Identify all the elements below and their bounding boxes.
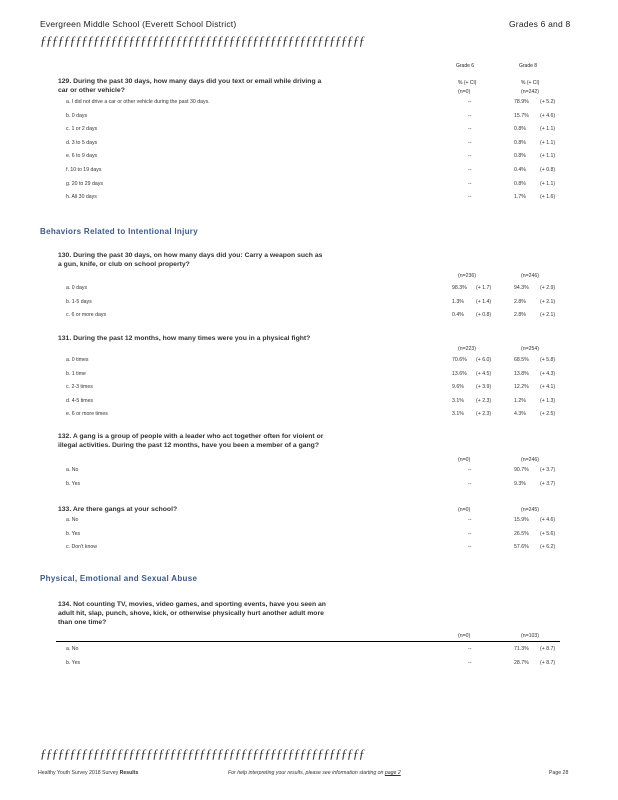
grade8-ci: (+ 5.8) bbox=[540, 357, 556, 363]
answer-option-label: a. No bbox=[66, 517, 79, 523]
grade6-percent: 3.1% bbox=[452, 411, 464, 418]
answer-option-label: b. 1 time bbox=[66, 370, 86, 377]
answer-option-label: c. 2-3 times bbox=[66, 384, 93, 391]
answer-option-label: a. No bbox=[66, 646, 79, 652]
grade6-sample-size: (n=223) bbox=[458, 346, 477, 352]
grade6-ci: (+ 2.3) bbox=[476, 411, 492, 418]
footer-results: Results bbox=[119, 770, 139, 776]
grade6-percent: 0.4% bbox=[452, 312, 464, 319]
grade8-percent: 68.5% bbox=[514, 357, 529, 363]
grade6-percent: 9.6% bbox=[452, 384, 464, 391]
question-text: 134. Not counting TV, movies, video games, and sporting events, have you seen an adult hit, slap, punch, shove, kick, or otherwise physically hurt another adult more than one time? bbox=[58, 601, 326, 626]
answer-option-label: b. 1-5 days bbox=[66, 298, 92, 305]
answer-option-label: a. 0 days bbox=[66, 285, 88, 291]
grade6-percent: -- bbox=[468, 112, 472, 119]
grade8-percent: 12.2% bbox=[514, 384, 529, 391]
grade8-ci: (+ 1.1) bbox=[540, 180, 556, 187]
grade6-percent: -- bbox=[468, 194, 472, 201]
answer-option-label: e. 6 to 9 days bbox=[66, 153, 98, 160]
footer-survey bbox=[38, 770, 138, 776]
grade6-header: Grade 6 bbox=[456, 63, 475, 69]
grade8-ci: (+ 3.7) bbox=[540, 467, 556, 473]
grade6-ci: (+ 6.0) bbox=[476, 357, 492, 363]
question-text: 129. During the past 30 days, how many days did you text or email while driving a car or other vehicle? bbox=[58, 78, 322, 94]
grade8-ci: (+ 1.1) bbox=[540, 126, 556, 133]
grade8-ci: (+ 4.6) bbox=[540, 517, 556, 523]
school-title: Evergreen Middle School (Everett School District) bbox=[40, 19, 237, 29]
grade6-percent: 98.3% bbox=[452, 285, 467, 291]
grade8-percent: 15.9% bbox=[514, 517, 529, 523]
grade8-ci: (+ 4.6) bbox=[540, 112, 556, 119]
grade6-sample-size: (n=0) bbox=[458, 457, 471, 463]
answer-option-label: g. 20 to 29 days bbox=[66, 180, 103, 187]
answer-option-label: c. 1 or 2 days bbox=[66, 126, 98, 133]
grade6-ci: (+ 0.8) bbox=[476, 312, 492, 319]
answer-option-label: b. Yes bbox=[66, 480, 81, 487]
grade8-ci: (+ 0.8) bbox=[540, 167, 556, 173]
grade8-percent: 2.8% bbox=[514, 298, 526, 305]
grade6-percent: 3.1% bbox=[452, 397, 464, 404]
grade8-percent: 94.3% bbox=[514, 285, 529, 291]
grade8-percent: 0.8% bbox=[514, 139, 526, 146]
grade6-percent: -- bbox=[468, 126, 472, 133]
grade6-ci: (+ 1.4) bbox=[476, 298, 492, 305]
answer-option-label: h. All 30 days bbox=[66, 194, 97, 201]
answer-option-label: b. Yes bbox=[66, 530, 81, 537]
grade8-percent: 26.5% bbox=[514, 530, 529, 537]
grade8-ci: (+ 3.7) bbox=[540, 480, 556, 487]
answer-option-label: a. I did not drive a car or other vehicle during the past 30 days. bbox=[66, 99, 210, 105]
grade8-ci: (+ 2.1) bbox=[540, 298, 556, 305]
grade8-ci: (+ 8.7) bbox=[540, 659, 556, 666]
grade6-sample-size: (n=0) bbox=[458, 89, 471, 95]
header-decorative-rule: ƒƒƒƒƒƒƒƒƒƒƒƒƒƒƒƒƒƒƒƒƒƒƒƒƒƒƒƒƒƒƒƒƒƒƒƒƒƒƒƒƒƒƒƒƒƒƒƒƒƒƒƒƒƒƒ bbox=[40, 33, 365, 48]
grade8-percent: 78.9% bbox=[514, 99, 529, 105]
answer-option-label: f. 10 to 19 days bbox=[66, 167, 102, 173]
footer-survey-name: Healthy Youth Survey 2018 Survey bbox=[38, 770, 119, 776]
grades-label: Grades 6 and 8 bbox=[509, 19, 571, 29]
grade6-percent: -- bbox=[468, 180, 472, 187]
page-number: Page 28 bbox=[549, 770, 569, 776]
grade8-percent: 9.3% bbox=[514, 480, 526, 487]
grade8-ci: (+ 5.6) bbox=[540, 530, 556, 537]
grade8-sample-size: (n=246) bbox=[521, 457, 540, 463]
grade6-percent: 70.6% bbox=[452, 357, 467, 363]
question-text: 133. Are there gangs at your school? bbox=[58, 506, 178, 513]
grade6-percent: -- bbox=[468, 153, 472, 160]
grade8-percent: 0.8% bbox=[514, 180, 526, 187]
grade6-percent: -- bbox=[468, 467, 472, 473]
answer-option-label: b. Yes bbox=[66, 659, 81, 666]
footer-help bbox=[228, 770, 401, 776]
grade8-percent: 0.4% bbox=[514, 167, 526, 173]
grade8-percent: 57.6% bbox=[514, 544, 529, 551]
grade8-sample-size: (n=246) bbox=[521, 273, 540, 279]
grade6-ci: (+ 3.9) bbox=[476, 384, 492, 391]
grade8-percent: 4.3% bbox=[514, 411, 526, 418]
answer-divider bbox=[56, 641, 560, 642]
grade6-percent: -- bbox=[468, 139, 472, 146]
grade6-sample-size: (n=236) bbox=[458, 273, 477, 279]
grade8-ci: (+ 4.3) bbox=[540, 370, 556, 377]
grade6-percent: -- bbox=[468, 517, 472, 523]
grade6-percent: -- bbox=[468, 544, 472, 551]
answer-option-label: c. 6 or more days bbox=[66, 312, 107, 319]
grade8-percent: 0.8% bbox=[514, 126, 526, 133]
section-heading-intentional-injury: Behaviors Related to Intentional Injury bbox=[40, 227, 198, 236]
grade6-percent: -- bbox=[468, 530, 472, 537]
section-heading-abuse: Physical, Emotional and Sexual Abuse bbox=[40, 574, 198, 583]
grade6-ci: (+ 1.7) bbox=[476, 285, 492, 291]
footer-help-text: For help interpreting your results, please see information starting on bbox=[228, 770, 384, 776]
grade8-percent: 1.7% bbox=[514, 194, 526, 201]
grade8-percent: 13.8% bbox=[514, 370, 529, 377]
answer-option-label: c. Don't know bbox=[66, 544, 97, 551]
grade8-ci: (+ 2.5) bbox=[540, 411, 556, 418]
grade8-ci: (+ 8.7) bbox=[540, 646, 556, 652]
answer-option-label: d. 3 to 5 days bbox=[66, 139, 98, 146]
answer-option-label: d. 4-5 times bbox=[66, 397, 94, 404]
question-text: 130. During the past 30 days, on how many days did you: Carry a weapon such as a gun, knife, or club on school property? bbox=[58, 252, 323, 268]
grade8-ci: (+ 4.1) bbox=[540, 384, 556, 391]
grade6-percent: 1.3% bbox=[452, 298, 464, 305]
grade8-percent: 90.7% bbox=[514, 467, 529, 473]
footer-page-link[interactable]: page 2 bbox=[384, 770, 401, 776]
grade8-ci: (+ 2.1) bbox=[540, 312, 556, 319]
grade8-percent: 28.7% bbox=[514, 659, 529, 666]
grade8-percent: 15.7% bbox=[514, 112, 529, 119]
grade6-ci: (+ 4.5) bbox=[476, 370, 492, 377]
grade6-percent: -- bbox=[468, 646, 472, 652]
grade8-sample-size: (n=242) bbox=[521, 89, 540, 95]
answer-option-label: a. No bbox=[66, 467, 79, 473]
grade8-ci: (+ 5.2) bbox=[540, 99, 556, 105]
grade8-ci: (+ 1.1) bbox=[540, 153, 556, 160]
grade8-percent: 0.8% bbox=[514, 153, 526, 160]
question-text: 132. A gang is a group of people with a leader who act together often for violent or illegal activities. During the past 12 months, have you been a member of a gang? bbox=[58, 433, 324, 449]
grade8-ci: (+ 1.6) bbox=[540, 194, 556, 201]
answer-option-label: b. 0 days bbox=[66, 112, 88, 119]
grade8-pct-header: % (+ CI) bbox=[521, 80, 540, 86]
grade6-sample-size: (n=0) bbox=[458, 507, 471, 513]
grade8-percent: 2.8% bbox=[514, 312, 526, 319]
grade6-percent: 13.6% bbox=[452, 370, 467, 377]
grade8-sample-size: (n=103) bbox=[521, 633, 540, 639]
grade6-percent: -- bbox=[468, 99, 472, 105]
grade8-ci: (+ 2.9) bbox=[540, 285, 556, 291]
grade8-header: Grade 8 bbox=[519, 63, 538, 69]
grade6-sample-size: (n=0) bbox=[458, 633, 471, 639]
grade6-percent: -- bbox=[468, 167, 472, 173]
grade6-ci: (+ 2.3) bbox=[476, 397, 492, 404]
grade6-percent: -- bbox=[468, 480, 472, 487]
grade6-percent: -- bbox=[468, 659, 472, 666]
grade8-ci: (+ 6.2) bbox=[540, 544, 556, 551]
grade8-percent: 1.2% bbox=[514, 397, 526, 404]
grade8-ci: (+ 1.3) bbox=[540, 397, 556, 404]
footer-decorative-rule: ƒƒƒƒƒƒƒƒƒƒƒƒƒƒƒƒƒƒƒƒƒƒƒƒƒƒƒƒƒƒƒƒƒƒƒƒƒƒƒƒƒƒƒƒƒƒƒƒƒƒƒƒƒƒƒ bbox=[40, 746, 365, 761]
question-text: 131. During the past 12 months, how many times were you in a physical fight? bbox=[58, 335, 311, 342]
answer-option-label: e. 6 or more times bbox=[66, 411, 108, 418]
grade8-sample-size: (n=245) bbox=[521, 507, 540, 513]
grade6-pct-header: % (+ CI) bbox=[458, 80, 477, 86]
grade8-ci: (+ 1.1) bbox=[540, 139, 556, 146]
grade8-sample-size: (n=254) bbox=[521, 346, 540, 352]
answer-option-label: a. 0 times bbox=[66, 357, 89, 363]
grade8-percent: 71.3% bbox=[514, 646, 529, 652]
